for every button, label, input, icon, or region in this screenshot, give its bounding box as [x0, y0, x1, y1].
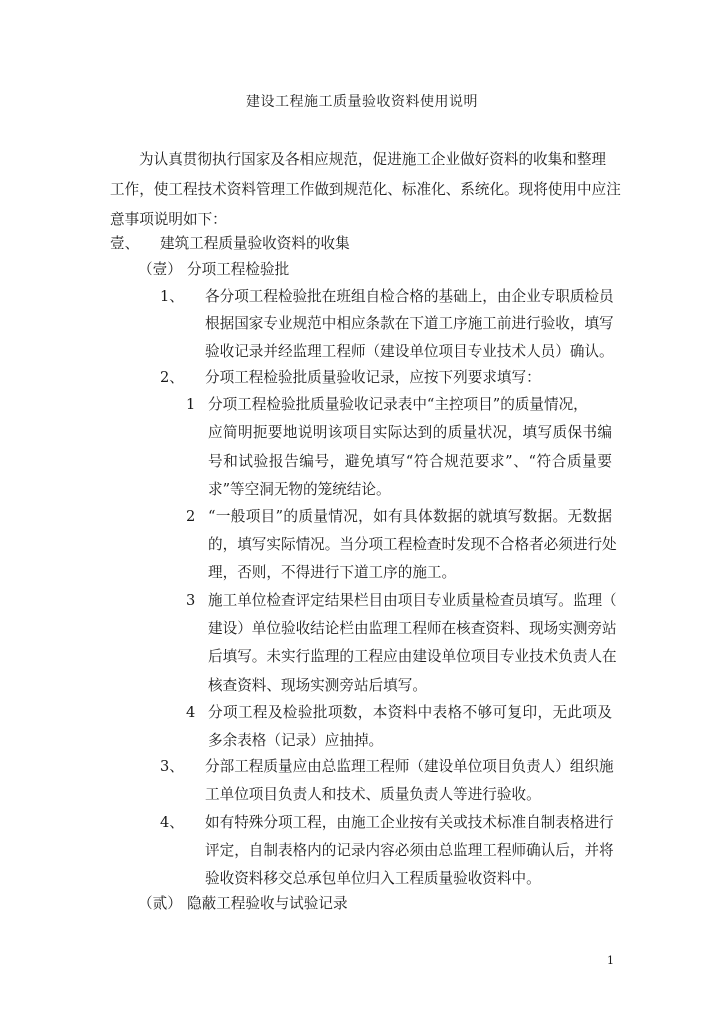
- item-marker: 4、: [160, 814, 184, 831]
- section-heading: 建筑工程质量验收资料的收集: [160, 235, 350, 252]
- intro-line: 意事项说明如下：: [110, 211, 227, 228]
- sub-item-line: 应简明扼要地说明该项目实际达到的质量状况，填写质保书编: [208, 424, 612, 441]
- subsection-marker: （壹）: [138, 261, 182, 278]
- sub-item-line: 核查资料、现场实测旁站后填写。: [208, 677, 427, 694]
- item-marker: 3、: [160, 758, 184, 775]
- item-line: 验收记录并经监理工程师（建设单位项目专业技术人员）确认。: [205, 343, 614, 360]
- sub-item-line: 施工单位检查评定结果栏目由项目专业质量检查员填写。监理（: [208, 592, 617, 609]
- item-line: 评定，自制表格内的记录内容必须由总监理工程师确认后，并将: [205, 842, 614, 859]
- item-line: 根据国家专业规范中相应条款在下道工序施工前进行验收，填写: [205, 315, 614, 332]
- item-marker: 1、: [160, 288, 184, 305]
- item-line: 如有特殊分项工程，由施工企业按有关或技术标准自制表格进行: [205, 814, 614, 831]
- sub-item-line: 分项工程检验批质量验收记录表中“主控项目”的质量情况，: [208, 396, 588, 413]
- intro-line: 工作，使工程技术资料管理工作做到规范化、标准化、系统化。现将使用中应注: [110, 181, 621, 198]
- sub-item-line: 号和试验报告编号，避免填写“符合规范要求”、“符合质量要: [208, 453, 612, 470]
- sub-item-marker: 1: [186, 396, 196, 413]
- sub-item-marker: 4: [186, 704, 196, 721]
- item-line: 分项工程检验批质量验收记录，应按下列要求填写：: [205, 369, 541, 386]
- subsection-heading: 隐蔽工程验收与试验记录: [187, 895, 348, 912]
- subsection-marker: （贰）: [138, 895, 182, 912]
- sub-item-line: “一般项目”的质量情况，如有具体数据的就填写数据。无数据: [208, 508, 612, 525]
- sub-item-marker: 3: [186, 592, 196, 609]
- section-marker: 壹、: [110, 235, 140, 252]
- document-title: 建设工程施工质量验收资料使用说明: [246, 94, 478, 110]
- item-line: 工单位项目负责人和技术、质量负责人等进行验收。: [205, 786, 541, 803]
- item-line: 各分项工程检验批在班组自检合格的基础上，由企业专职质检员: [205, 288, 614, 305]
- sub-item-line: 的，填写实际情况。当分项工程检查时发现不合格者必须进行处: [208, 536, 617, 553]
- sub-item-line: 求”等空洞无物的笼统结论。: [208, 481, 391, 498]
- sub-item-line: 建设）单位验收结论栏由监理工程师在核查资料、现场实测旁站: [208, 620, 617, 637]
- subsection-heading: 分项工程检验批: [187, 261, 290, 278]
- sub-item-line: 分项工程及检验批项数，本资料中表格不够可复印，无此项及: [208, 704, 612, 721]
- sub-item-line: 多余表格（记录）应抽掉。: [208, 732, 384, 749]
- item-marker: 2、: [160, 369, 184, 386]
- page-number: 1: [607, 954, 614, 967]
- intro-line: 为认真贯彻执行国家及各相应规范，促进施工企业做好资料的收集和整理: [139, 151, 607, 168]
- sub-item-line: 理，否则，不得进行下道工序的施工。: [208, 564, 457, 581]
- sub-item-marker: 2: [186, 508, 196, 525]
- sub-item-line: 后填写。未实行监理的工程应由建设单位项目专业技术负责人在: [208, 648, 617, 665]
- item-line: 验收资料移交总承包单位归入工程质量验收资料中。: [205, 870, 541, 887]
- item-line: 分部工程质量应由总监理工程师（建设单位项目负责人）组织施: [205, 758, 614, 775]
